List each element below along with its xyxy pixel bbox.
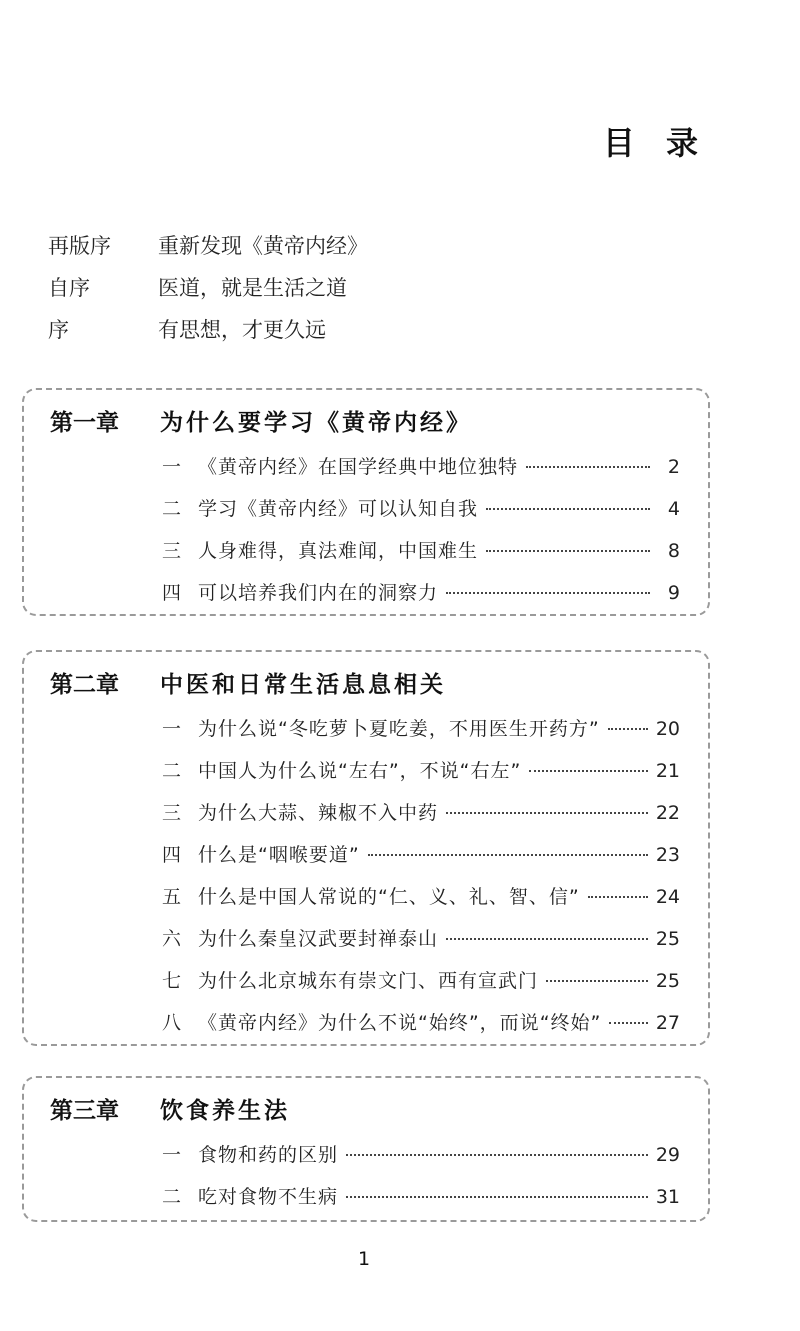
chapter-title: 饮食养生法: [160, 1097, 290, 1124]
preface-label: 序: [48, 318, 69, 342]
dot-leader: [368, 854, 648, 856]
entry-number: 二: [162, 498, 182, 520]
page-number: 1: [357, 1248, 371, 1270]
dot-leader: [446, 938, 648, 940]
preface-label: 自序: [48, 276, 90, 300]
dot-leader: [446, 592, 650, 594]
entry-title: 吃对食物不生病: [198, 1186, 339, 1208]
dot-leader: [608, 728, 648, 730]
entry-page: 4: [667, 498, 680, 520]
entry-page: 24: [655, 886, 680, 908]
toc-entry[interactable]: [162, 494, 680, 536]
entry-number: 三: [162, 802, 182, 824]
entry-title: 为什么说“冬吃萝卜夏吃姜，不用医生开药方”: [198, 718, 600, 740]
preface-row[interactable]: [48, 314, 748, 356]
entry-page: 27: [655, 1012, 680, 1034]
preface-row[interactable]: [48, 230, 748, 272]
entry-number: 四: [162, 582, 182, 604]
preface-title: 医道，就是生活之道: [158, 276, 347, 300]
toc-entry[interactable]: [162, 882, 680, 924]
dot-leader: [346, 1154, 648, 1156]
dot-leader: [609, 1022, 647, 1024]
entry-number: 一: [162, 1144, 182, 1166]
entry-title: 《黄帝内经》在国学经典中地位独特: [198, 456, 519, 478]
dot-leader: [446, 812, 648, 814]
dot-leader: [346, 1196, 648, 1198]
dot-leader: [486, 550, 650, 552]
entry-title: 为什么北京城东有崇文门、西有宣武门: [198, 970, 539, 992]
chapter-1-box: [22, 388, 710, 616]
dot-leader: [486, 508, 650, 510]
toc-entry[interactable]: [162, 756, 680, 798]
page-title: 目 录: [602, 124, 708, 162]
entry-page: 21: [655, 760, 680, 782]
toc-entry[interactable]: [162, 924, 680, 966]
chapter-heading[interactable]: [50, 1092, 290, 1125]
dot-leader: [529, 770, 647, 772]
toc-entry[interactable]: [162, 452, 680, 494]
chapter-2-box: [22, 650, 710, 1046]
chapter-title: 为什么要学习《黄帝内经》: [160, 409, 472, 436]
entry-number: 三: [162, 540, 182, 562]
chapter-number: 第三章: [50, 1097, 119, 1124]
toc-entry[interactable]: [162, 1140, 680, 1182]
toc-entry[interactable]: [162, 798, 680, 840]
dot-leader: [546, 980, 648, 982]
entry-page: 20: [655, 718, 680, 740]
toc-entry[interactable]: [162, 840, 680, 882]
toc-entry[interactable]: [162, 714, 680, 756]
entry-number: 六: [162, 928, 182, 950]
toc-entry[interactable]: [162, 578, 680, 620]
entry-number: 一: [162, 718, 182, 740]
entry-page: 22: [655, 802, 680, 824]
chapter-heading[interactable]: [50, 404, 472, 437]
entry-title: 为什么秦皇汉武要封禅泰山: [198, 928, 439, 950]
entry-page: 25: [655, 970, 680, 992]
entry-title: 食物和药的区别: [198, 1144, 339, 1166]
chapter-number: 第二章: [50, 671, 119, 698]
entry-number: 七: [162, 970, 182, 992]
entry-title: 什么是“咽喉要道”: [198, 844, 360, 866]
entry-title: 《黄帝内经》为什么不说“始终”，而说“终始”: [198, 1012, 602, 1034]
entry-number: 二: [162, 760, 182, 782]
entry-title: 为什么大蒜、辣椒不入中药: [198, 802, 439, 824]
entry-page: 31: [655, 1186, 680, 1208]
entry-number: 一: [162, 456, 182, 478]
entry-title: 可以培养我们内在的洞察力: [198, 582, 439, 604]
toc-entry[interactable]: [162, 1182, 680, 1224]
entry-page: 8: [667, 540, 680, 562]
preface-row[interactable]: [48, 272, 748, 314]
entry-number: 二: [162, 1186, 182, 1208]
entry-number: 八: [162, 1012, 182, 1034]
entry-page: 23: [655, 844, 680, 866]
preface-label: 再版序: [48, 234, 111, 258]
dot-leader: [526, 466, 650, 468]
entry-title: 什么是中国人常说的“仁、义、礼、智、信”: [198, 886, 580, 908]
chapter-heading[interactable]: [50, 666, 446, 699]
entry-number: 四: [162, 844, 182, 866]
entry-page: 29: [655, 1144, 680, 1166]
entry-page: 9: [667, 582, 680, 604]
entry-page: 2: [667, 456, 680, 478]
chapter-number: 第一章: [50, 409, 119, 436]
preface-title: 有思想，才更久远: [158, 318, 326, 342]
toc-entry[interactable]: [162, 536, 680, 578]
entry-title: 学习《黄帝内经》可以认知自我: [198, 498, 479, 520]
toc-entry[interactable]: [162, 1008, 680, 1050]
entry-page: 25: [655, 928, 680, 950]
entry-number: 五: [162, 886, 182, 908]
chapter-3-box: [22, 1076, 710, 1222]
chapter-title: 中医和日常生活息息相关: [160, 671, 446, 698]
toc-entry[interactable]: [162, 966, 680, 1008]
entry-title: 中国人为什么说“左右”，不说“右左”: [198, 760, 522, 782]
preface-title: 重新发现《黄帝内经》: [158, 234, 368, 258]
dot-leader: [588, 896, 648, 898]
preface-list: [48, 230, 748, 356]
entry-title: 人身难得，真法难闻，中国难生: [198, 540, 479, 562]
